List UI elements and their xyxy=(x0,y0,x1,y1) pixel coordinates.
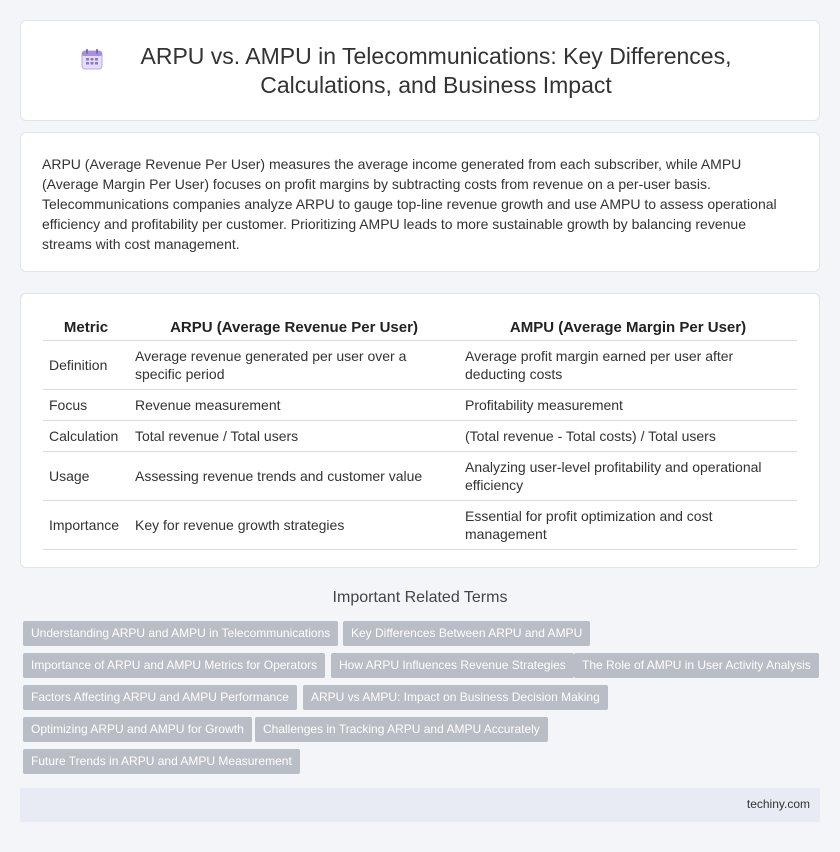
arpu-cell: Assessing revenue trends and customer value xyxy=(129,452,459,501)
intro-card xyxy=(20,132,820,272)
related-term-tag[interactable]: Key Differences Between ARPU and AMPU xyxy=(343,621,590,646)
table-row xyxy=(43,390,797,421)
footer-site-link[interactable]: techiny.com xyxy=(746,797,810,811)
table-row xyxy=(43,421,797,452)
metric-cell: Usage xyxy=(43,452,129,501)
arpu-cell: Key for revenue growth strategies xyxy=(129,501,459,550)
related-term-tag[interactable]: The Role of AMPU in User Activity Analysis xyxy=(574,653,819,678)
header-ampu: AMPU (Average Margin Per User) xyxy=(459,311,797,341)
metric-cell: Importance xyxy=(43,501,129,550)
ampu-cell: Average profit margin earned per user after deducting costs xyxy=(459,341,797,390)
related-term-tag[interactable]: Future Trends in ARPU and AMPU Measurement xyxy=(23,749,300,774)
table-row xyxy=(43,341,797,390)
related-terms-heading: Important Related Terms xyxy=(332,589,508,606)
table-row xyxy=(43,452,797,501)
metric-cell: Calculation xyxy=(43,421,129,452)
metric-cell: Focus xyxy=(43,390,129,421)
intro-paragraph: ARPU (Average Revenue Per User) measures the average income generated from each subscriber, while AMPU (Average Margin Per User) focuses on profit margins by subtracting costs from revenue on a per-user basis. Telecommunications companies analyze ARPU to gauge top-line revenue growth and use AMPU to assess operational efficiency and profitability per customer. Prioritizing AMPU leads to more sustainable growth by balancing revenue streams with cost management. xyxy=(42,156,777,252)
related-term-tag[interactable]: How ARPU Influences Revenue Strategies xyxy=(331,653,574,678)
related-term-tag[interactable]: Understanding ARPU and AMPU in Telecommunications xyxy=(23,621,338,646)
comparison-table-card xyxy=(20,293,820,568)
comparison-table xyxy=(43,311,797,550)
related-term-tag[interactable]: ARPU vs AMPU: Impact on Business Decision Making xyxy=(303,685,608,710)
footer xyxy=(20,788,820,822)
title-card xyxy=(20,20,820,121)
page-title: ARPU vs. AMPU in Telecommunications: Key Differences, Calculations, and Business Impact xyxy=(140,42,732,98)
table-row xyxy=(43,501,797,550)
header-arpu: ARPU (Average Revenue Per User) xyxy=(129,311,459,341)
related-term-tag[interactable]: Challenges in Tracking ARPU and AMPU Accurately xyxy=(255,717,548,742)
table-header-row xyxy=(43,311,797,341)
related-term-tag[interactable]: Optimizing ARPU and AMPU for Growth xyxy=(23,717,252,742)
metric-cell: Definition xyxy=(43,341,129,390)
ampu-cell: Analyzing user-level profitability and operational efficiency xyxy=(459,452,797,501)
related-term-tag[interactable]: Importance of ARPU and AMPU Metrics for Operators xyxy=(23,653,325,678)
arpu-cell: Revenue measurement xyxy=(129,390,459,421)
ampu-cell: Essential for profit optimization and cost management xyxy=(459,501,797,550)
ampu-cell: Profitability measurement xyxy=(459,390,797,421)
arpu-cell: Average revenue generated per user over a specific period xyxy=(129,341,459,390)
header-metric: Metric xyxy=(43,311,129,341)
calendar-icon xyxy=(81,48,103,70)
arpu-cell: Total revenue / Total users xyxy=(129,421,459,452)
ampu-cell: (Total revenue - Total costs) / Total users xyxy=(459,421,797,452)
related-term-tag[interactable]: Factors Affecting ARPU and AMPU Performance xyxy=(23,685,297,710)
title-wrap xyxy=(21,42,819,100)
